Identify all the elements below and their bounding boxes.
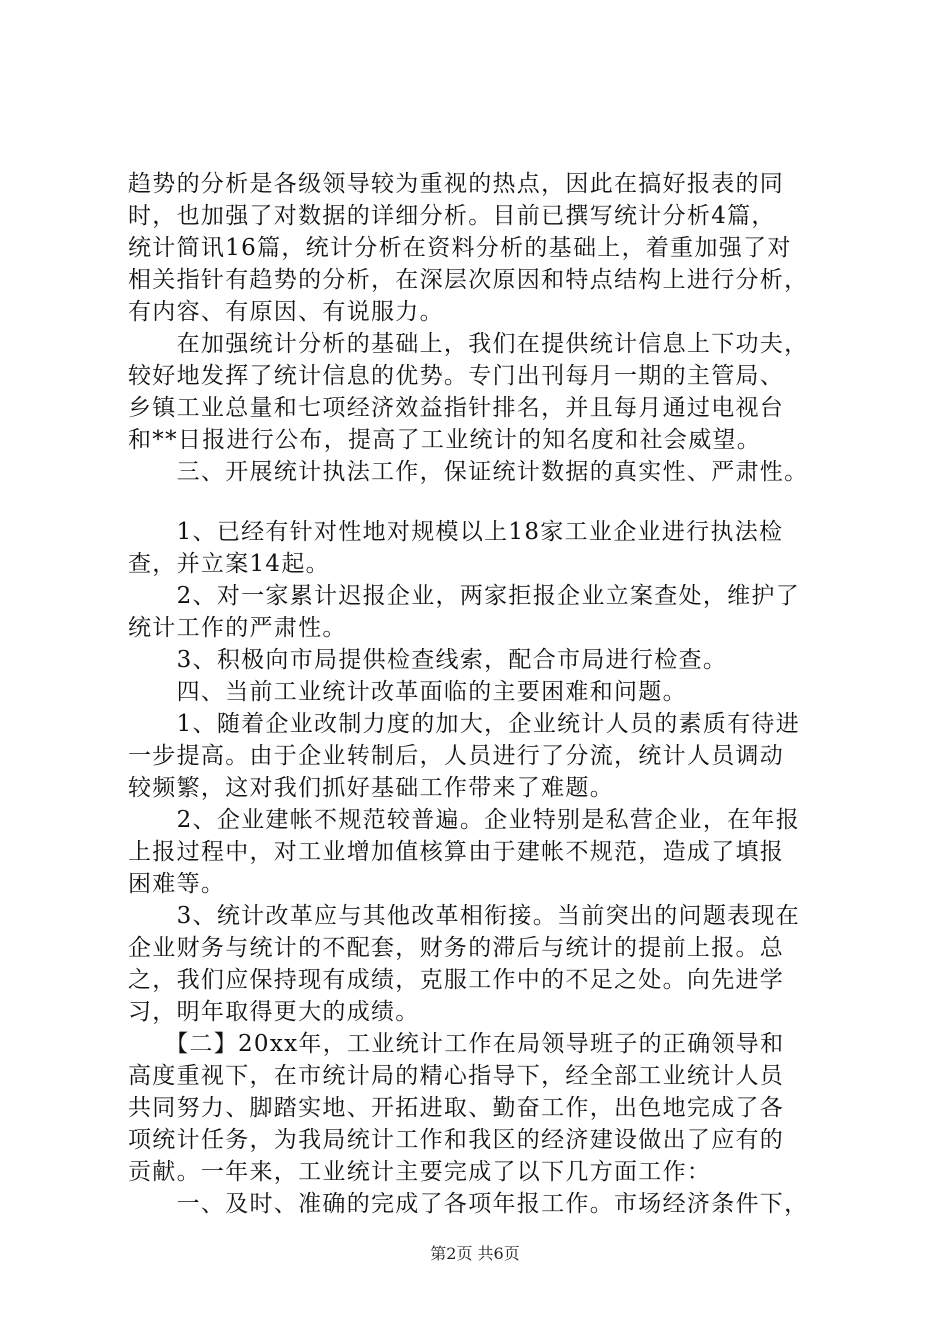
text-line: 之，我们应保持现有成绩，克服工作中的不足之处。向先进学 [128, 967, 785, 993]
text-line: 较频繁，这对我们抓好基础工作带来了难题。 [128, 775, 614, 801]
blank-line [128, 488, 848, 516]
text-line: 1、已经有针对性地对规模以上18家工业企业进行执法检 [128, 519, 784, 545]
text-line: 贡献。一年来，工业统计主要完成了以下几方面工作： [128, 1159, 712, 1185]
text-line: 在加强统计分析的基础上，我们在提供统计信息上下功夫， [128, 331, 809, 357]
text-line: 3、统计改革应与其他改革相衔接。当前突出的问题表现在 [128, 903, 801, 929]
text-line: 习，明年取得更大的成绩。 [128, 999, 420, 1025]
text-line: 2、企业建帐不规范较普遍。企业特别是私营企业，在年报 [128, 807, 801, 833]
text-line: 项统计任务，为我局统计工作和我区的经济建设做出了应有的 [128, 1127, 785, 1153]
text-line: 一步提高。由于企业转制后，人员进行了分流，统计人员调动 [128, 743, 785, 769]
text-line: 统计工作的严肃性。 [128, 615, 347, 641]
text-line: 统计简讯16篇，统计分析在资料分析的基础上，着重加强了对 [128, 235, 792, 261]
text-line: 查，并立案14起。 [128, 551, 330, 577]
text-line: 共同努力、脚踏实地、开拓进取、勤奋工作，出色地完成了各 [128, 1095, 785, 1121]
text-line: 1、随着企业改制力度的加大，企业统计人员的素质有待进 [128, 711, 801, 737]
text-line: 趋势的分析是各级领导较为重视的热点，因此在搞好报表的同 [128, 171, 785, 197]
text-line: 乡镇工业总量和七项经济效益指针排名，并且每月通过电视台 [128, 395, 785, 421]
text-line: 相关指针有趋势的分析，在深层次原因和特点结构上进行分析， [128, 267, 809, 293]
text-line: 企业财务与统计的不配套，财务的滞后与统计的提前上报。总 [128, 935, 785, 961]
section-heading: 三、开展统计执法工作，保证统计数据的真实性、严肃性。 [128, 459, 809, 485]
text-line: 有内容、有原因、有说服力。 [128, 299, 444, 325]
text-line: 3、积极向市局提供检查线索，配合市局进行检查。 [128, 647, 728, 673]
text-line: 2、对一家累计迟报企业，两家拒报企业立案查处，维护了 [128, 583, 801, 609]
document-body [128, 168, 848, 1220]
text-line: 较好地发挥了统计信息的优势。专门出刊每月一期的主管局、 [128, 363, 785, 389]
text-line: 上报过程中，对工业增加值核算由于建帐不规范，造成了填报 [128, 839, 785, 865]
text-line: 【二】20xx年，工业统计工作在局领导班子的正确领导和 [128, 1031, 785, 1057]
text-line: 和**日报进行公布，提高了工业统计的知名度和社会威望。 [128, 427, 762, 453]
text-line: 高度重视下，在市统计局的精心指导下，经全部工业统计人员 [128, 1063, 785, 1089]
text-line: 时，也加强了对数据的详细分析。目前已撰写统计分析4篇， [128, 203, 776, 229]
text-line: 困难等。 [128, 871, 226, 897]
section-heading: 一、及时、准确的完成了各项年报工作。市场经济条件下， [128, 1191, 809, 1217]
page-number-footer: 第2页 共6页 [430, 1244, 520, 1263]
section-heading: 四、当前工业统计改革面临的主要困难和问题。 [128, 679, 687, 705]
